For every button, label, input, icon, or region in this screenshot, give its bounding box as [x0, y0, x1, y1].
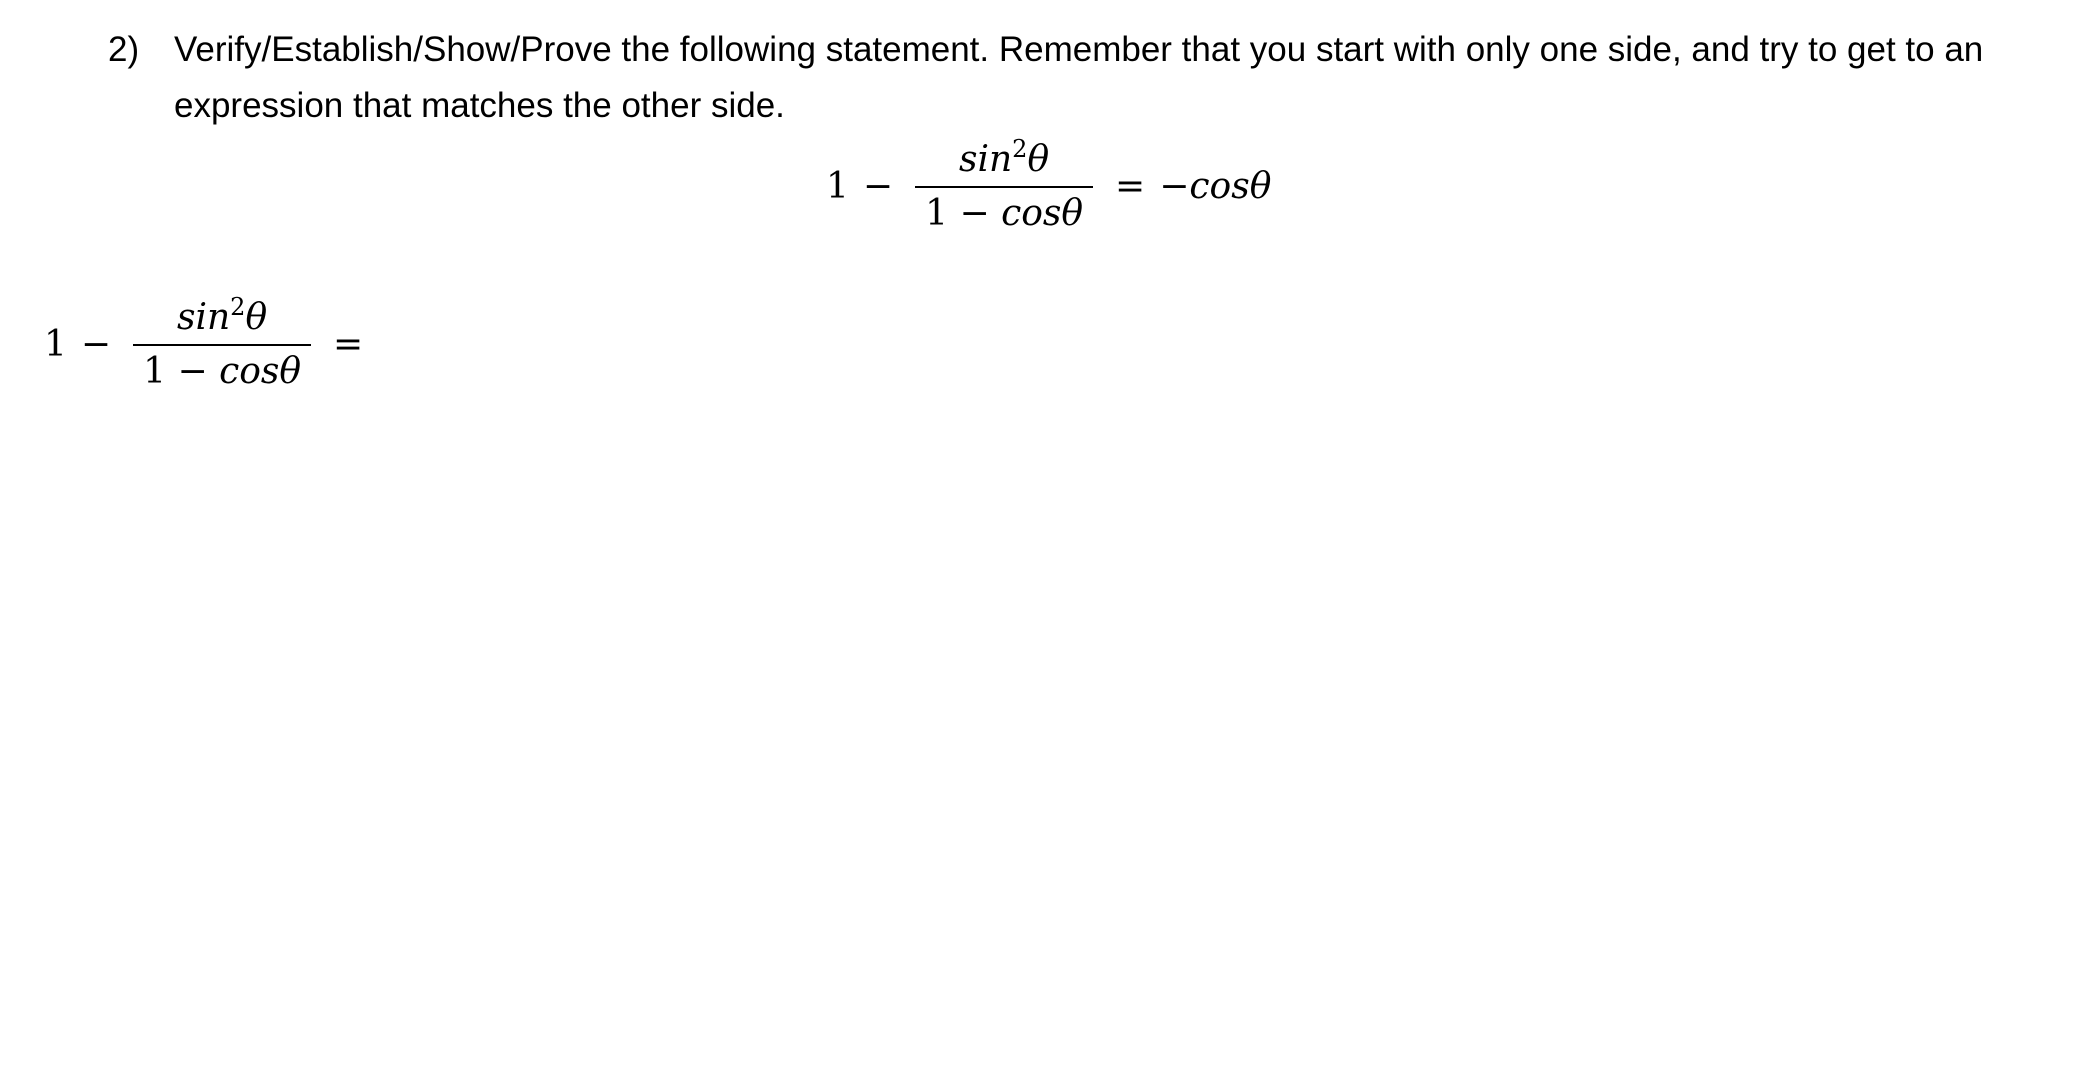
- work-numerator-func: sin: [176, 297, 231, 338]
- identity-numerator: [949, 135, 1059, 186]
- identity-numerator-var: θ: [1027, 139, 1050, 180]
- identity-one: 1: [826, 166, 849, 207]
- identity-numerator-func: sin: [958, 139, 1013, 180]
- identity-fraction: [915, 135, 1093, 234]
- identity-rhs: −cosθ: [1159, 166, 1272, 207]
- work-one: 1: [44, 324, 67, 365]
- identity-denominator-minus: −: [959, 193, 990, 234]
- work-denominator: [133, 346, 311, 390]
- identity-equation: [826, 135, 1272, 234]
- identity-equals: =: [1115, 166, 1146, 207]
- work-numerator: [167, 293, 277, 344]
- identity-denominator-func: cosθ: [1001, 193, 1084, 234]
- work-denominator-minus: −: [177, 351, 208, 392]
- work-denominator-func: cosθ: [219, 351, 302, 392]
- identity-minus: −: [862, 166, 894, 207]
- question-text: Verify/Establish/Show/Prove the following statement. Remember that you start with only one side, and try to get to an expression that matches the other side.: [174, 30, 1984, 125]
- identity-numerator-power: 2: [1012, 135, 1028, 163]
- question-number: 2): [108, 30, 140, 69]
- work-numerator-power: 2: [230, 293, 246, 321]
- identity-denominator: [915, 188, 1093, 232]
- work-equation: [44, 293, 377, 392]
- identity-denominator-one: 1: [925, 193, 948, 234]
- work-equals: =: [333, 324, 364, 365]
- question-block: [108, 22, 1988, 134]
- work-minus: −: [80, 324, 112, 365]
- work-fraction: [133, 293, 311, 392]
- work-denominator-one: 1: [143, 351, 166, 392]
- work-numerator-var: θ: [245, 297, 268, 338]
